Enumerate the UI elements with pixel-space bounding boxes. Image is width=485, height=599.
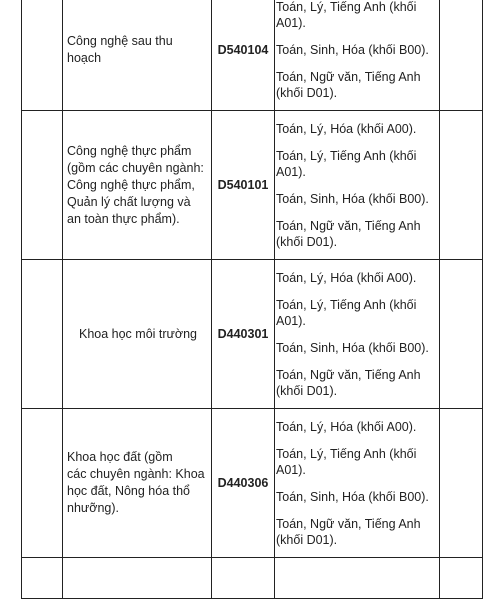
subject-combo: [276, 121, 439, 137]
subject-combos-cell: [275, 0, 440, 111]
subject-combo-line: Toán, Lý, Tiếng Anh (khối: [276, 148, 417, 163]
subject-combo-line: Toán, Sinh, Hóa (khối B00).: [276, 42, 429, 57]
subject-combo-line: Toán, Ngữ văn, Tiếng Anh: [276, 367, 421, 382]
subject-combo-line: Toán, Lý, Tiếng Anh (khối: [276, 0, 417, 14]
subject-combo: [276, 419, 439, 435]
admissions-table-body: [22, 0, 483, 599]
subject-combo-line: A01).: [276, 164, 306, 179]
empty-cell: [22, 558, 63, 599]
subject-combo-line: Toán, Lý, Tiếng Anh (khối: [276, 297, 417, 312]
major-code-cell: D440301: [212, 260, 275, 409]
subject-combo: [276, 367, 439, 399]
note-cell: [440, 111, 483, 260]
empty-cell: [212, 558, 275, 599]
subject-combo: [276, 42, 439, 58]
subject-combos-list: [275, 0, 439, 101]
major-name-line: Công nghệ thực phẩm,: [67, 177, 195, 192]
subject-combo-line: Toán, Lý, Hóa (khối A00).: [276, 270, 417, 285]
table-row: [22, 260, 483, 409]
subject-combo-line: (khối D01).: [276, 85, 338, 100]
subject-combo-line: A01).: [276, 15, 306, 30]
subject-combo: [276, 69, 439, 101]
subject-combos-list: [275, 419, 439, 548]
note-cell: [440, 409, 483, 558]
empty-cell: [440, 558, 483, 599]
major-code-cell: D540101: [212, 111, 275, 260]
subject-combo: [276, 191, 439, 207]
subject-combo: [276, 148, 439, 180]
major-name-cell: [63, 111, 212, 260]
index-cell: [22, 260, 63, 409]
empty-cell: [63, 558, 212, 599]
subject-combos-cell: [275, 260, 440, 409]
subject-combo-line: Toán, Sinh, Hóa (khối B00).: [276, 191, 429, 206]
subject-combo: [276, 489, 439, 505]
subject-combo: [276, 297, 439, 329]
subject-combo: [276, 218, 439, 250]
index-cell: [22, 409, 63, 558]
subject-combo-line: A01).: [276, 462, 306, 477]
index-cell: [22, 111, 63, 260]
table-row: [22, 558, 483, 599]
subject-combo-line: Toán, Ngữ văn, Tiếng Anh: [276, 218, 421, 233]
index-cell: [22, 0, 63, 111]
major-name-line: Khoa học môi trường: [78, 326, 197, 341]
major-name-line: Công nghệ sau thu: [67, 33, 173, 48]
admissions-table: [21, 0, 483, 599]
table-row: [22, 111, 483, 260]
major-name-line: Công nghệ thực phẩm: [67, 143, 192, 158]
major-name-line: hoạch: [67, 50, 102, 65]
subject-combos-list: [275, 270, 439, 399]
subject-combos-cell: [275, 111, 440, 260]
subject-combo-line: Toán, Sinh, Hóa (khối B00).: [276, 489, 429, 504]
subject-combo-line: (khối D01).: [276, 234, 338, 249]
empty-cell: [275, 558, 440, 599]
subject-combo-line: Toán, Lý, Hóa (khối A00).: [276, 419, 417, 434]
table-row: [22, 409, 483, 558]
subject-combo-line: Toán, Lý, Hóa (khối A00).: [276, 121, 417, 136]
note-cell: [440, 260, 483, 409]
subject-combo: [276, 270, 439, 286]
major-name-line: các chuyên ngành: Khoa: [67, 467, 205, 481]
subject-combo: [276, 516, 439, 548]
major-name-cell: [63, 260, 212, 409]
major-name-cell: [63, 409, 212, 558]
major-code-cell: D440306: [212, 409, 275, 558]
subject-combo-line: Toán, Ngữ văn, Tiếng Anh: [276, 516, 421, 531]
subject-combo: [276, 340, 439, 356]
note-cell: [440, 0, 483, 111]
subject-combos-cell: [275, 409, 440, 558]
major-name-cell: [63, 0, 212, 111]
subject-combos-list: [275, 121, 439, 250]
subject-combo: [276, 0, 439, 31]
subject-combo-line: Toán, Sinh, Hóa (khối B00).: [276, 340, 429, 355]
subject-combo-line: (khối D01).: [276, 532, 338, 547]
major-name-line: Quản lý chất lượng và: [67, 194, 191, 209]
subject-combo-line: A01).: [276, 313, 306, 328]
subject-combo: [276, 446, 439, 478]
major-name-line: (gồm các chuyên ngành:: [67, 160, 204, 175]
subject-combo-line: (khối D01).: [276, 383, 338, 398]
subject-combo-line: Toán, Ngữ văn, Tiếng Anh: [276, 69, 421, 84]
major-name-line: Khoa học đất (gồm: [67, 450, 173, 464]
major-name-line: an toàn thực phẩm).: [67, 211, 180, 226]
major-name-line: nhưỡng).: [67, 501, 120, 515]
major-code-cell: D540104: [212, 0, 275, 111]
table-row: [22, 0, 483, 111]
major-name-line: học đất, Nông hóa thổ: [67, 484, 191, 498]
subject-combo-line: Toán, Lý, Tiếng Anh (khối: [276, 446, 417, 461]
